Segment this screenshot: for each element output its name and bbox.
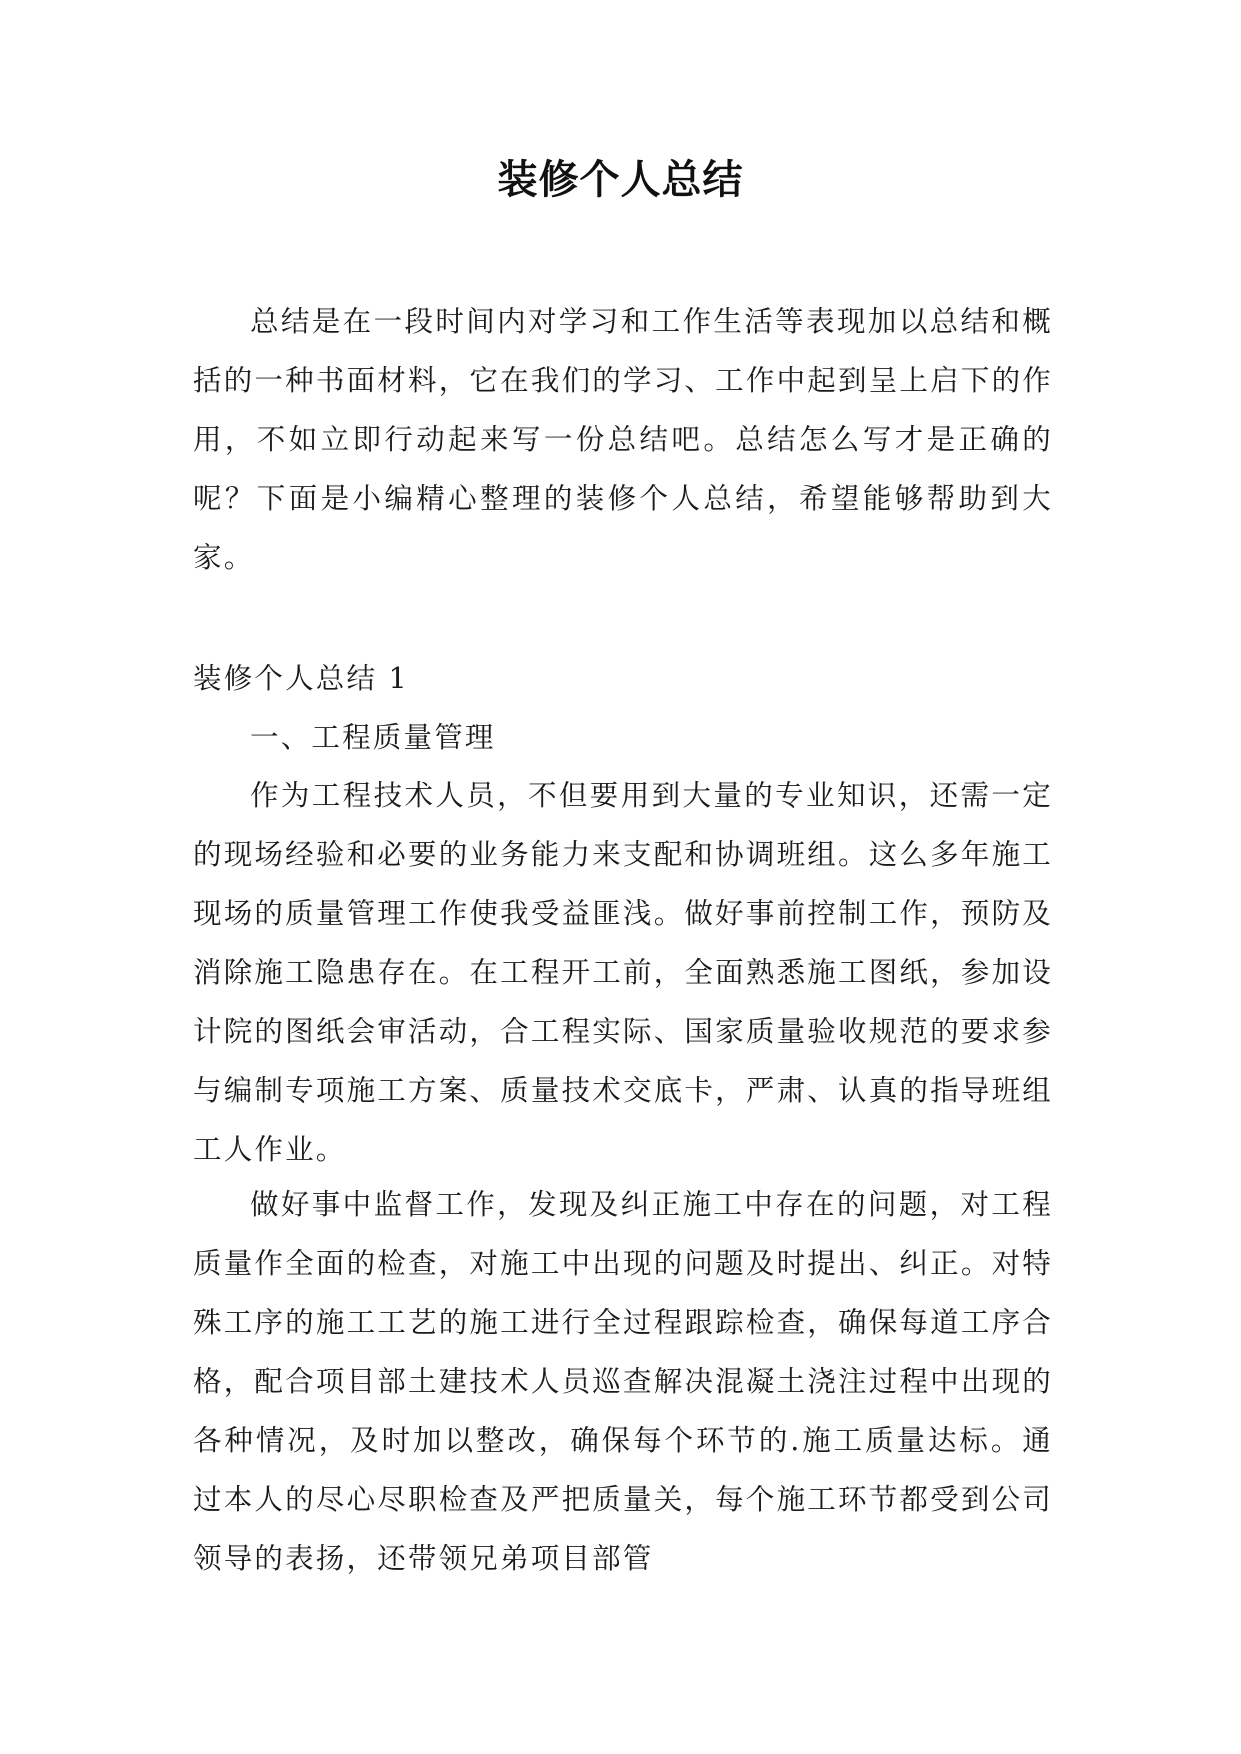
document-title: 装修个人总结: [497, 157, 744, 203]
body-paragraph: 做好事中监督工作，发现及纠正施工中存在的问题，对工程质量作全面的检查，对施工中出现的问题及时提出、纠正。对特殊工序的施工工艺的施工进行全过程跟踪检查，确保每道工序合格，配合项目部土建技术人员巡查解决混凝土浇注过程中出现的各种情况，及时加以整改，确保每个环节的.施工质量达标。通过本人的尽心尽职检查及严把质量关，每个施工环节都受到公司领导的表扬，还带领兄弟项目部管: [193, 1188, 1053, 1575]
section-heading: 装修个人总结 1: [193, 662, 409, 695]
body-paragraph: 作为工程技术人员，不但要用到大量的专业知识，还需一定的现场经验和必要的业务能力来支配和协调班组。这么多年施工现场的质量管理工作使我受益匪浅。做好事前控制工作，预防及消除施工隐患存在。在工程开工前，全面熟悉施工图纸，参加设计院的图纸会审活动，合工程实际、国家质量验收规范的要求参与编制专项施工方案、质量技术交底卡，严肃、认真的指导班组工人作业。: [193, 779, 1053, 1166]
subheading-quality-management: 一、工程质量管理: [250, 721, 496, 754]
intro-paragraph: 总结是在一段时间内对学习和工作生活等表现加以总结和概括的一种书面材料，它在我们的学习、工作中起到呈上启下的作用，不如立即行动起来写一份总结吧。总结怎么写才是正确的呢？下面是小编精心整理的装修个人总结，希望能够帮助到大家。: [193, 305, 1053, 574]
